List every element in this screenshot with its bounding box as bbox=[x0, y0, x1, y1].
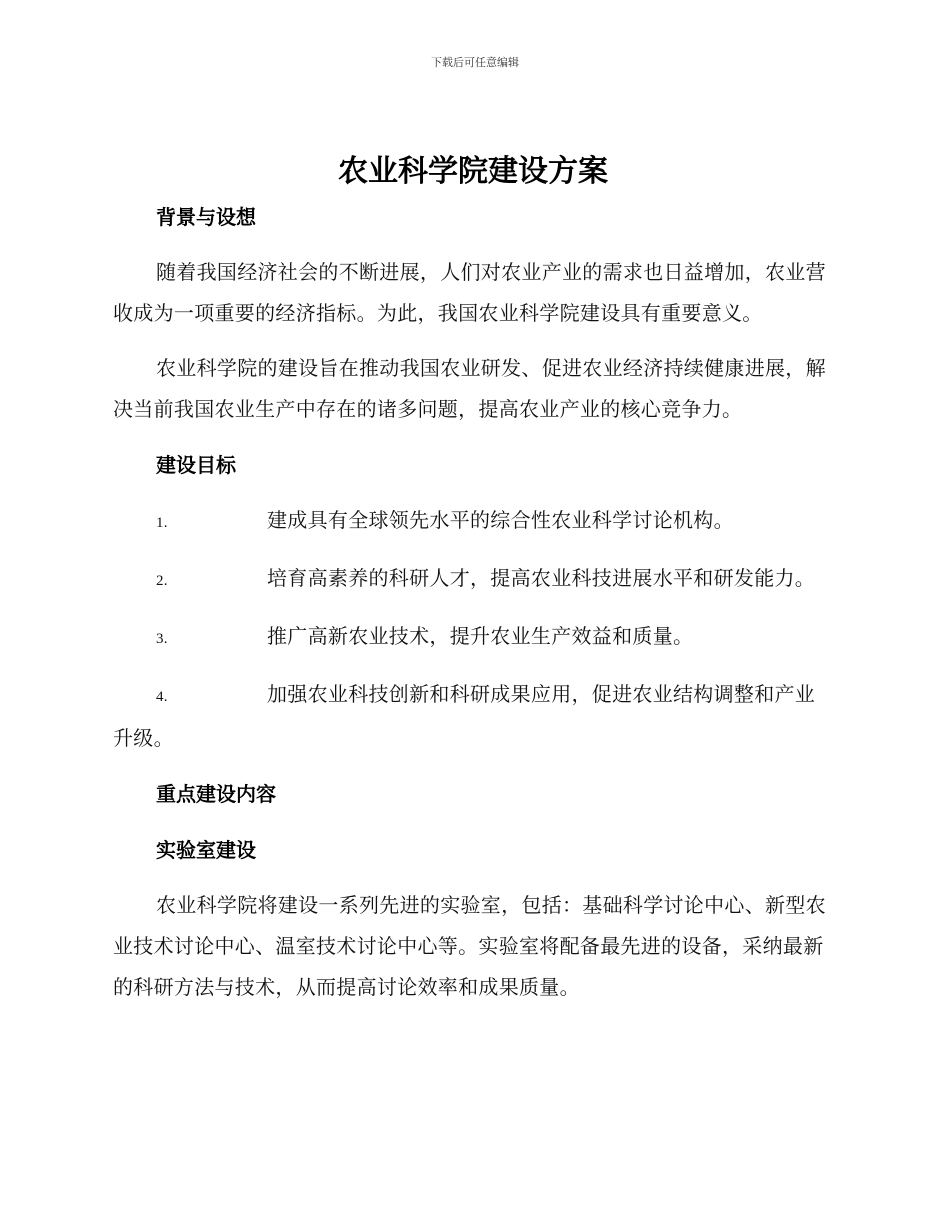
goal-item-2 bbox=[113, 558, 833, 602]
page-header-note: 下载后可任意编辑 bbox=[431, 56, 519, 69]
goal-item-4 bbox=[113, 674, 833, 759]
goal-text: 推广高新农业技术，提升农业生产效益和质量。 bbox=[267, 624, 694, 648]
document-body bbox=[113, 150, 833, 1008]
lab-construction-paragraph: 农业科学院将建设一系列先进的实验室，包括：基础科学讨论中心、新型农业技术讨论中心、温室技术讨论中心等。实验室将配备最先进的设备，采纳最新的科研方法与技术，从而提高讨论效率和成果质量。 bbox=[113, 893, 826, 999]
section-heading-background: 背景与设想 bbox=[156, 205, 256, 229]
goal-item-3 bbox=[113, 616, 833, 660]
goal-number: 1. bbox=[156, 515, 168, 531]
background-paragraph-2: 农业科学院的建设旨在推动我国农业研发、促进农业经济持续健康进展，解决当前我国农业生产中存在的诸多问题，提高农业产业的核心竞争力。 bbox=[113, 356, 826, 421]
goal-number: 4. bbox=[156, 689, 168, 705]
goal-number: 2. bbox=[156, 573, 168, 589]
sub-heading-lab-construction: 实验室建设 bbox=[156, 838, 256, 862]
section-heading-goals: 建设目标 bbox=[156, 453, 236, 477]
document-title: 农业科学院建设方案 bbox=[338, 154, 608, 189]
goal-text: 加强农业科技创新和科研成果应用，促进农业结构调整和产业升级。 bbox=[113, 682, 816, 750]
goal-text: 培育高素养的科研人才，提高农业科技进展水平和研发能力。 bbox=[267, 566, 816, 590]
background-paragraph-1: 随着我国经济社会的不断进展，人们对农业产业的需求也日益增加，农业营收成为一项重要的经济指标。为此，我国农业科学院建设具有重要意义。 bbox=[113, 260, 826, 325]
goal-item-1 bbox=[113, 500, 833, 544]
goal-text: 建成具有全球领先水平的综合性农业科学讨论机构。 bbox=[267, 508, 734, 532]
section-heading-key-content: 重点建设内容 bbox=[156, 782, 276, 806]
goal-number: 3. bbox=[156, 631, 168, 647]
